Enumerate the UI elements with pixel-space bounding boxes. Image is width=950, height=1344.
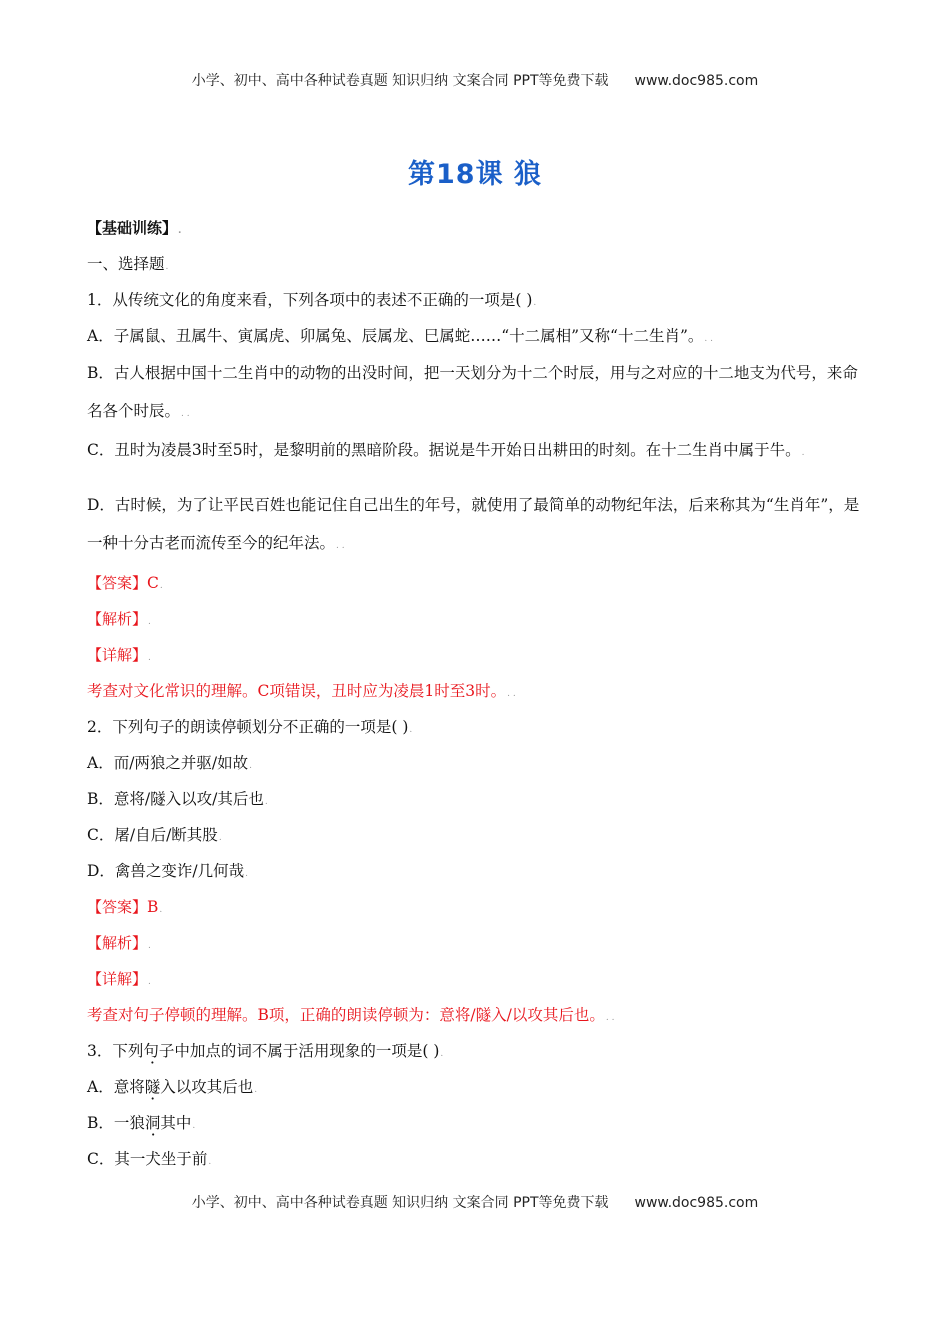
q2-stem: 2．下列句子的朗读停顿划分不正确的一项是( ).	[87, 718, 413, 736]
q1-detail: 考查对文化常识的理解。C项错误，丑时应为凌晨1时至3时。. .	[87, 682, 516, 700]
q2-option-b: B．意将/隧入以攻/其后也.	[87, 790, 268, 808]
q1-option-a: A．子属鼠、丑属牛、寅属虎、卯属兔、辰属龙、巳属蛇……“十二属相”又称“十二生肖”。. .	[87, 327, 713, 345]
footer-banner	[0, 1192, 950, 1212]
q2-detail: 考查对句子停顿的理解。B项，正确的朗读停顿为：意将/隧入/以攻其后也。. .	[87, 1006, 615, 1024]
document-body	[87, 210, 867, 1177]
part-heading: 一、选择题.	[87, 255, 169, 273]
q2-option-a: A．而/两狼之并驱/如故.	[87, 754, 253, 772]
header-site-link[interactable]: www.doc985.com	[634, 73, 759, 89]
q1-option-b: B．古人根据中国十二生肖中的动物的出没时间，把一天划分为十二个时辰，用与之对应的十二地支为代号，来命名各个时辰。. .	[87, 364, 858, 420]
q2-option-c: C．屠/自后/断其股.	[87, 826, 222, 844]
header-text: 小学、初中、高中各种试卷真题 知识归纳 文案合同 PPT等免费下载	[191, 73, 609, 89]
q3-a-dotted-word: 隧	[144, 1078, 161, 1096]
q3-b-dotted-word: 洞	[144, 1114, 161, 1132]
q2-detail-label: 【详解】.	[87, 970, 151, 988]
q3-option-b: B．一狼洞其中.	[87, 1105, 867, 1141]
footer-site-link[interactable]: www.doc985.com	[634, 1195, 759, 1211]
q2-option-d: D．禽兽之变诈/几何哉.	[87, 862, 249, 880]
q2-answer: 【答案】B.	[87, 898, 163, 916]
q1-answer: 【答案】C.	[87, 574, 163, 592]
header-banner	[0, 70, 950, 90]
q3-option-c: C．其一犬坐于前.	[87, 1141, 867, 1177]
q2-analysis: 【解析】.	[87, 934, 151, 952]
q1-analysis: 【解析】.	[87, 610, 151, 628]
q3-stem: 3．下列句子中加点的词不属于活用现象的一项是( ).	[87, 1042, 444, 1060]
q1-detail-label: 【详解】.	[87, 646, 151, 664]
q1-option-c: C．丑时为凌晨3时至5时，是黎明前的黑暗阶段。据说是牛开始日出耕田的时刻。在十二生肖中属于牛。.	[87, 441, 805, 459]
footer-text: 小学、初中、高中各种试卷真题 知识归纳 文案合同 PPT等免费下载	[191, 1195, 609, 1211]
q3-option-a: A．意将隧入以攻其后也.	[87, 1069, 867, 1105]
section-heading: 【基础训练】.	[87, 219, 182, 237]
q3-c-dotted-word: 犬	[145, 1150, 161, 1168]
q1-option-d: D．古时候，为了让平民百姓也能记住自己出生的年号，就使用了最简单的动物纪年法，后来称其为“生肖年”，是一种十分古老而流传至今的纪年法。. .	[87, 496, 860, 552]
page-title: 第18课 狼	[408, 159, 542, 190]
q1-stem: 1．从传统文化的角度来看，下列各项中的表述不正确的一项是( ).	[87, 291, 537, 309]
